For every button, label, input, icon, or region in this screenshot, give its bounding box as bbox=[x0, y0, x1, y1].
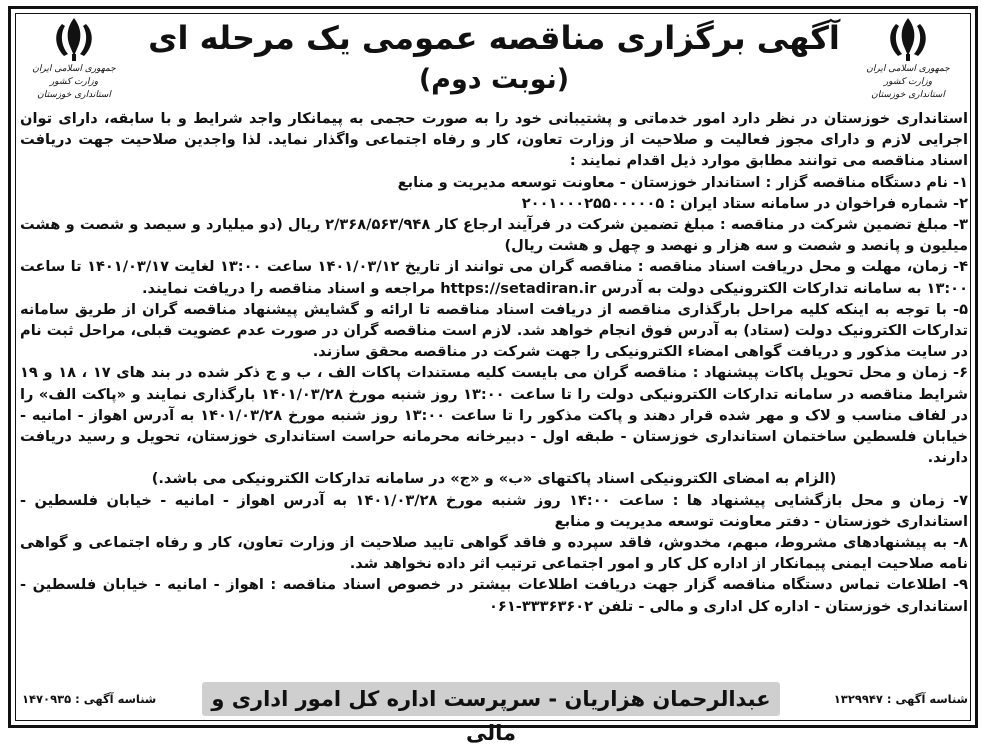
notice-title: آگهی برگزاری مناقصه عمومی یک مرحله ای bbox=[148, 19, 840, 57]
iran-emblem-icon bbox=[886, 16, 930, 62]
notice-footer bbox=[16, 680, 972, 745]
clause-note: (الزام به امضای الکترونیکی اسناد پاکتهای «ب» و «ج» در سامانه تدارکات الکترونیکی می باشد.) bbox=[151, 470, 837, 488]
clause-item: ۵- با توجه به اینکه کلیه مراحل بارگذاری مناقصه از دریافت اسناد مناقصه تا ارائه و گشایش پیشنهاد مناقصه گران از طریق سامانه تدارکات الکترونیک دولت (ستاد) به آدرس فوق انجام خواهد شد. لازم است مناقصه گران در صورت عدم عضویت قبلی، مراحل ثبت نام در سایت مذکور و دریافت گواهی امضاء الکترونیکی را جهت شرکت در مناقصه محقق سازند. bbox=[20, 300, 968, 361]
org-name-line: استانداری خوزستان bbox=[37, 90, 111, 100]
org-name-line: جمهوری اسلامی ایران bbox=[32, 64, 116, 74]
clause-item: ۷- زمان و محل بازگشایی پیشنهاد ها : ساعت ۱۴:۰۰ روز شنبه مورخ ۱۴۰۱/۰۳/۲۸ به آدرس اهواز - امانیه - خیابان فلسطین - استانداری خوزستان - دفتر معاونت توسعه مدیریت و منابع bbox=[20, 491, 968, 530]
notice-body bbox=[20, 108, 968, 617]
clause-item: ۲- شماره فراخوان در سامانه ستاد ایران : ۲۰۰۱۰۰۰۲۵۵۰۰۰۰۰۵ bbox=[521, 194, 968, 212]
org-name-line: وزارت کشور bbox=[49, 77, 99, 87]
clause-item: ۴- زمان، مهلت و محل دریافت اسناد مناقصه : مناقصه گران می توانند از تاریخ ۱۴۰۱/۰۳/۱۲ ساعت ۱۳:۰۰ لغایت ۱۴۰۱/۰۳/۱۷ تا ساعت ۱۳:۰۰ به سامانه تدارکات الکترونیکی دولت به آدرس https://setadiran.ir مراجعه و اسناد مناقصه را دریافت نمایند. bbox=[20, 258, 969, 297]
org-name-line: استانداری خوزستان bbox=[871, 90, 945, 100]
clause-item: ۶- زمان و محل تحویل پاکات پیشنهاد : مناقصه گران می بایست کلیه مستندات پاکات الف ، ب و ج ذکر شده در بند های ۱۷ ، ۱۸ و ۱۹ شرایط مناقصه در سامانه تدارکات الکترونیکی دولت را تا ساعت ۱۳:۰۰ روز شنبه مورخ ۱۴۰۱/۰۳/۲۸ بارگذاری نمایند و «پاکت الف» را در لفاف مناسب و لاک و مهر شده قرار دهند و پاکت مذکور را تا ساعت ۱۳:۰۰ روز شنبه مورخ ۱۴۰۱/۰۳/۲۸ به آدرس اهواز - امانیه - خیابان فلسطین ساختمان استانداری خوزستان - طبقه اول - دبیرخانه محرمانه حراست استانداری خوزستان، تحویل و رسید دریافت دارند. bbox=[20, 364, 969, 467]
emblem-left bbox=[28, 16, 120, 101]
clause-item: ۹- اطلاعات تماس دستگاه مناقصه گزار جهت دریافت اطلاعات بیشتر در خصوص اسناد مناقصه : اهواز - امانیه - خیابان فلسطین - استانداری خوزستان - اداره کل اداری و مالی - تلفن ۳۳۳۶۳۶۰۲-۰۶۱ bbox=[20, 576, 968, 615]
emblem-right bbox=[862, 16, 954, 101]
notice-subtitle: (نوبت دوم) bbox=[418, 64, 570, 95]
notice-id-left: شناسه آگهی : ۱۴۷۰۹۳۵ bbox=[22, 692, 157, 706]
intro-paragraph: استانداری خوزستان در نظر دارد امور خدماتی و پشتیبانی خود را به صورت حجمی به پیمانکار واجد شرایط و با سابقه، دارای توان اجرایی لازم و دارای مجوز فعالیت و صلاحیت از وزارت تعاون، کار و رفاه اجتماعی واگذار نماید. لذا واجدین صلاحیت جهت دریافت اسناد مناقصه می توانند مطابق موارد ذیل اقدام نمایند : bbox=[20, 110, 968, 170]
notice-id-right: شناسه آگهی : ۱۳۲۹۹۴۷ bbox=[833, 692, 968, 706]
signature-banner: عبدالرحمان هزاریان - سرپرست اداره کل امور اداری و مالی bbox=[202, 682, 780, 716]
iran-emblem-icon bbox=[52, 16, 96, 62]
clause-item: ۱- نام دستگاه مناقصه گزار : استاندار خوزستان - معاونت توسعه مدیریت و منابع bbox=[397, 173, 968, 191]
org-name-line: وزارت کشور bbox=[883, 77, 933, 87]
clause-item: ۸- به پیشنهادهای مشروط، مبهم، مخدوش، فاقد سپرده و فاقد گواهی تایید صلاحیت از وزارت تعاون، کار و رفاه اجتماعی و گواهی نامه صلاحیت ایمنی پیمانکار از اداره کل کار و امور اجتماعی ترتیب اثر داده نخواهد شد. bbox=[20, 534, 968, 573]
clause-item: ۳- مبلغ تضمین شرکت در مناقصه : مبلغ تضمین شرکت در فرآیند ارجاع کار ۲/۳۶۸/۵۶۳/۹۴۸ ریال (دو میلیارد و سیصد و شصت و هشت میلیون و پانصد و شصت و سه هزار و نهصد و چهل و هشت ریال) bbox=[20, 216, 968, 255]
org-name-line: جمهوری اسلامی ایران bbox=[866, 64, 950, 74]
